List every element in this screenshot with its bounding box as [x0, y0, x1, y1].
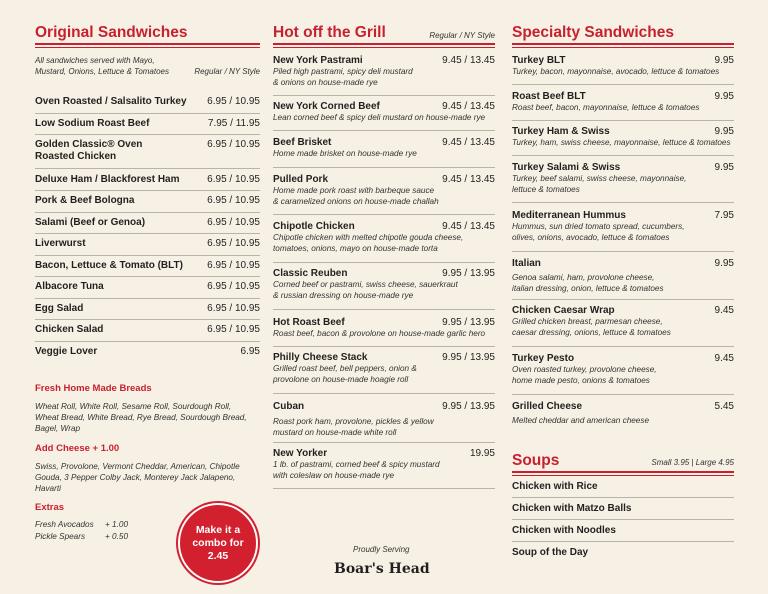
cheese-line: Swiss, Provolone, Vermont Cheddar, American, Chipotle — [35, 462, 240, 471]
item-desc: & onions on house-made rye — [273, 77, 378, 87]
item-price: 9.95 — [714, 162, 734, 173]
item-name: Oven Roasted / Salsalito Turkey — [35, 96, 187, 107]
extra-price: + 1.00 — [105, 520, 128, 529]
item-price: 9.95 — [714, 91, 734, 102]
menu-item — [273, 317, 495, 340]
item-desc: Turkey, bacon, mayonnaise, avocado, lettuce & tomatoes — [512, 67, 720, 76]
item-price: 6.95 / 10.95 — [207, 96, 260, 107]
menu-item — [35, 195, 260, 207]
item-name: Turkey BLT — [512, 55, 566, 66]
divider — [35, 233, 260, 234]
divider — [273, 167, 495, 168]
item-name: Cuban — [273, 401, 305, 412]
menu-item — [512, 401, 734, 427]
item-name: Turkey Salami & Swiss — [512, 162, 621, 173]
original-note-line1: All sandwiches served with Mayo, — [35, 56, 155, 65]
divider — [273, 442, 495, 443]
divider — [273, 346, 495, 347]
item-name: Deluxe Ham / Blackforest Ham — [35, 174, 180, 185]
title-rule-thin — [35, 47, 260, 48]
divider — [35, 134, 260, 135]
divider — [512, 519, 734, 520]
divider — [273, 214, 495, 215]
item-desc: Melted cheddar and american cheese — [512, 416, 649, 425]
divider — [512, 299, 734, 300]
extra-name: Pickle Spears — [35, 532, 86, 541]
divider — [35, 255, 260, 256]
item-desc: home made pesto, onions & tomatoes — [512, 375, 650, 385]
item-desc: Turkey, beef salami, swiss cheese, mayonnaise, — [512, 174, 687, 183]
menu-item — [35, 139, 260, 163]
item-name: New York Corned Beef — [273, 101, 380, 112]
item-name: Golden Classic® Oven — [35, 139, 143, 150]
item-name: Chipotle Chicken — [273, 221, 355, 232]
cheese-title: Add Cheese + 1.00 — [35, 443, 120, 454]
item-price: 7.95 / 11.95 — [207, 118, 260, 129]
item-price: 7.95 — [714, 210, 734, 221]
item-price: 9.95 / 13.95 — [442, 268, 495, 279]
menu-item — [273, 101, 495, 124]
item-price: 9.95 — [714, 55, 734, 66]
menu-item — [273, 137, 495, 160]
boars-head-logo: Boar's Head — [334, 561, 430, 577]
item-name: Low Sodium Roast Beef — [35, 118, 150, 129]
item-name: Turkey Pesto — [512, 353, 575, 364]
divider — [512, 541, 734, 542]
item-desc: Grilled roast beef, bell peppers, onion & — [273, 364, 417, 373]
soup-item — [512, 481, 734, 493]
soups-rule-thin — [512, 475, 734, 476]
soups-rule — [512, 471, 734, 473]
menu-item — [512, 305, 734, 338]
title-rule-thin — [512, 47, 734, 48]
menu-item — [35, 238, 260, 250]
item-price: 9.45 — [714, 353, 734, 364]
divider — [512, 251, 734, 252]
menu-item — [512, 210, 734, 243]
combo-line2: combo for — [192, 536, 244, 549]
menu-item — [273, 401, 495, 438]
item-desc: italian dressing, onion, lettuce & tomatoes — [512, 283, 664, 293]
item-price: 6.95 / 10.95 — [207, 139, 260, 150]
divider — [512, 394, 734, 395]
item-price: 9.95 / 13.95 — [442, 401, 495, 412]
item-price: 9.45 / 13.45 — [442, 55, 495, 66]
divider — [273, 393, 495, 394]
item-name: Bacon, Lettuce & Tomato (BLT) — [35, 260, 183, 271]
item-name: Grilled Cheese — [512, 401, 583, 412]
menu-item — [273, 221, 495, 254]
specialty-title: Specialty Sandwiches — [512, 24, 674, 41]
soup-name: Chicken with Rice — [512, 481, 598, 492]
item-price: 9.45 / 13.45 — [442, 174, 495, 185]
item-desc: caesar dressing, onions, lettuce & tomatoes — [512, 327, 671, 337]
item-name: New Yorker — [273, 448, 328, 459]
soup-item — [512, 525, 734, 537]
item-name: Chicken Caesar Wrap — [512, 305, 615, 316]
item-desc: Corned beef or pastrami, swiss cheese, sauerkraut — [273, 280, 458, 289]
menu-item — [273, 448, 495, 481]
item-desc: Roast beef, bacon, mayonnaise, lettuce & tomatoes — [512, 103, 700, 112]
soup-item — [512, 503, 734, 515]
menu-item — [273, 55, 495, 88]
extras-title: Extras — [35, 502, 65, 513]
item-desc: Grilled chicken breast, parmesan cheese, — [512, 317, 663, 326]
menu-item — [512, 353, 734, 386]
item-desc: provolone on house-made hoagie roll — [273, 374, 409, 384]
divider — [512, 346, 734, 347]
grill-size-label: Regular / NY Style — [429, 31, 495, 40]
item-price: 9.45 / 13.45 — [442, 137, 495, 148]
cheese-line: Havarti — [35, 484, 61, 493]
combo-line1: Make it a — [195, 523, 241, 536]
soup-item — [512, 547, 734, 559]
item-desc: Lean corned beef & spicy deli mustard on house-made rye — [273, 113, 486, 122]
item-desc: Piled high pastrami, spicy deli mustard — [273, 67, 413, 76]
menu-item — [35, 260, 260, 272]
menu-item — [35, 281, 260, 293]
soup-name: Chicken with Noodles — [512, 525, 616, 536]
item-name: Pork & Beef Bologna — [35, 195, 135, 206]
menu-item — [35, 96, 260, 108]
menu-item — [35, 324, 260, 336]
title-rule — [35, 43, 260, 45]
menu-item — [273, 352, 495, 385]
divider — [35, 190, 260, 191]
item-price: 9.95 / 13.95 — [442, 317, 495, 328]
extra-name: Fresh Avocados — [35, 520, 94, 529]
item-price: 6.95 / 10.95 — [207, 195, 260, 206]
item-name: Turkey Ham & Swiss — [512, 126, 610, 137]
item-desc: Roast pork ham, provolone, pickles & yellow — [273, 417, 434, 426]
item-price: 9.95 — [714, 126, 734, 137]
item-name: Chicken Salad — [35, 324, 104, 335]
item-name: Salami (Beef or Genoa) — [35, 217, 146, 228]
divider — [35, 341, 260, 342]
divider — [512, 120, 734, 121]
item-desc: Hummus, sun dried tomato spread, cucumbers, — [512, 222, 685, 231]
item-desc: 1 lb. of pastrami, corned beef & spicy mustard — [273, 460, 440, 469]
item-name-line2: Roasted Chicken — [35, 151, 117, 162]
item-name: Beef Brisket — [273, 137, 332, 148]
item-price: 6.95 / 10.95 — [207, 324, 260, 335]
item-price: 6.95 / 10.95 — [207, 303, 260, 314]
item-name: Albacore Tuna — [35, 281, 104, 292]
item-price: 6.95 / 10.95 — [207, 260, 260, 271]
item-desc: with coleslaw on house-made rye — [273, 470, 395, 480]
item-desc: Turkey, ham, swiss cheese, mayonnaise, lettuce & tomatoes — [512, 138, 731, 147]
item-desc: Chipotle chicken with melted chipotle gouda cheese, — [273, 233, 464, 242]
divider — [35, 276, 260, 277]
item-price: 6.95 / 10.95 — [207, 217, 260, 228]
menu-item — [512, 55, 734, 78]
item-name: Italian — [512, 258, 541, 269]
divider — [273, 309, 495, 310]
soups-title: Soups — [512, 452, 560, 469]
menu-item — [35, 217, 260, 229]
item-desc: Oven roasted turkey, provolone cheese, — [512, 365, 657, 374]
item-price: 6.95 / 10.95 — [207, 238, 260, 249]
divider — [273, 95, 495, 96]
original-sandwiches-title: Original Sandwiches — [35, 24, 188, 41]
item-desc: Genoa salami, ham, provolone cheese, — [512, 273, 655, 282]
item-desc: olives, onions, avocado, lettuce & tomatoes — [512, 232, 670, 242]
divider — [273, 130, 495, 131]
title-rule — [512, 43, 734, 45]
divider — [35, 319, 260, 320]
item-name: Classic Reuben — [273, 268, 348, 279]
item-price: 6.95 / 10.95 — [207, 174, 260, 185]
item-desc: & caramelized onions on house-made challah — [273, 196, 439, 206]
item-price: 9.45 — [714, 305, 734, 316]
menu-item — [512, 258, 734, 294]
divider — [35, 212, 260, 213]
item-name: Philly Cheese Stack — [273, 352, 368, 363]
combo-price: 2.45 — [207, 549, 229, 562]
item-name: Liverwurst — [35, 238, 86, 249]
soups-size-label: Small 3.95 | Large 4.95 — [651, 458, 734, 467]
divider — [35, 298, 260, 299]
menu-item — [512, 162, 734, 195]
divider — [35, 113, 260, 114]
original-size-label: Regular / NY Style — [194, 67, 260, 76]
menu-item — [35, 118, 260, 130]
breads-line: Wheat Roll, White Roll, Sesame Roll, Sourdough Roll, — [35, 402, 232, 411]
divider — [512, 84, 734, 85]
menu-item — [35, 303, 260, 315]
divider — [273, 488, 495, 489]
extra-price: + 0.50 — [105, 532, 128, 541]
item-name: New York Pastrami — [273, 55, 363, 66]
cheese-line: Gouda, 3 Pepper Colby Jack, Monterey Jack Jalapeno, — [35, 473, 236, 482]
menu-item — [273, 174, 495, 207]
grill-title: Hot off the Grill — [273, 24, 386, 41]
title-rule — [273, 43, 495, 45]
item-price: 6.95 — [240, 346, 260, 357]
item-desc: & russian dressing on house-made rye — [273, 290, 414, 300]
proudly-serving: Proudly Serving — [353, 545, 410, 554]
menu-item — [512, 91, 734, 114]
item-name: Veggie Lover — [35, 346, 98, 357]
item-desc: lettuce & tomatoes — [512, 184, 580, 194]
item-price: 9.95 — [714, 258, 734, 269]
item-desc: Roast beef, bacon & provolone on house-made garlic hero — [273, 329, 486, 338]
combo-badge — [178, 503, 258, 583]
item-name: Mediterranean Hummus — [512, 210, 626, 221]
divider — [512, 155, 734, 156]
item-name: Pulled Pork — [273, 174, 329, 185]
menu-item — [273, 268, 495, 301]
soup-name: Soup of the Day — [512, 547, 589, 558]
menu-item — [512, 126, 734, 149]
item-price: 6.95 / 10.95 — [207, 281, 260, 292]
soup-name: Chicken with Matzo Balls — [512, 503, 632, 514]
item-desc: tomatoes, onions, mayo on house-made torta — [273, 243, 438, 253]
menu-item — [35, 174, 260, 186]
breads-line: Bagel, Wrap — [35, 424, 81, 433]
item-price: 19.95 — [469, 448, 495, 459]
item-name: Roast Beef BLT — [512, 91, 586, 102]
divider — [35, 168, 260, 169]
item-price: 9.45 / 13.45 — [442, 101, 495, 112]
item-price: 9.95 / 13.95 — [442, 352, 495, 363]
item-desc: Home made brisket on house-made rye — [273, 149, 417, 158]
item-price: 5.45 — [714, 401, 734, 412]
item-name: Egg Salad — [35, 303, 84, 314]
item-name: Hot Roast Beef — [273, 317, 345, 328]
divider — [512, 202, 734, 203]
breads-line: Wheat Bread, White Bread, Rye Bread, Sourdough Bread, — [35, 413, 247, 422]
divider — [273, 262, 495, 263]
breads-title: Fresh Home Made Breads — [35, 383, 152, 394]
menu-item — [35, 346, 260, 358]
item-desc: mustard on house-made white roll — [273, 427, 397, 437]
item-price: 9.45 / 13.45 — [442, 221, 495, 232]
title-rule-thin — [273, 47, 495, 48]
divider — [512, 497, 734, 498]
item-desc: Home made pork roast with barbeque sauce — [273, 186, 435, 195]
original-note-line2: Mustard, Onions, Lettuce & Tomatoes — [35, 67, 169, 76]
